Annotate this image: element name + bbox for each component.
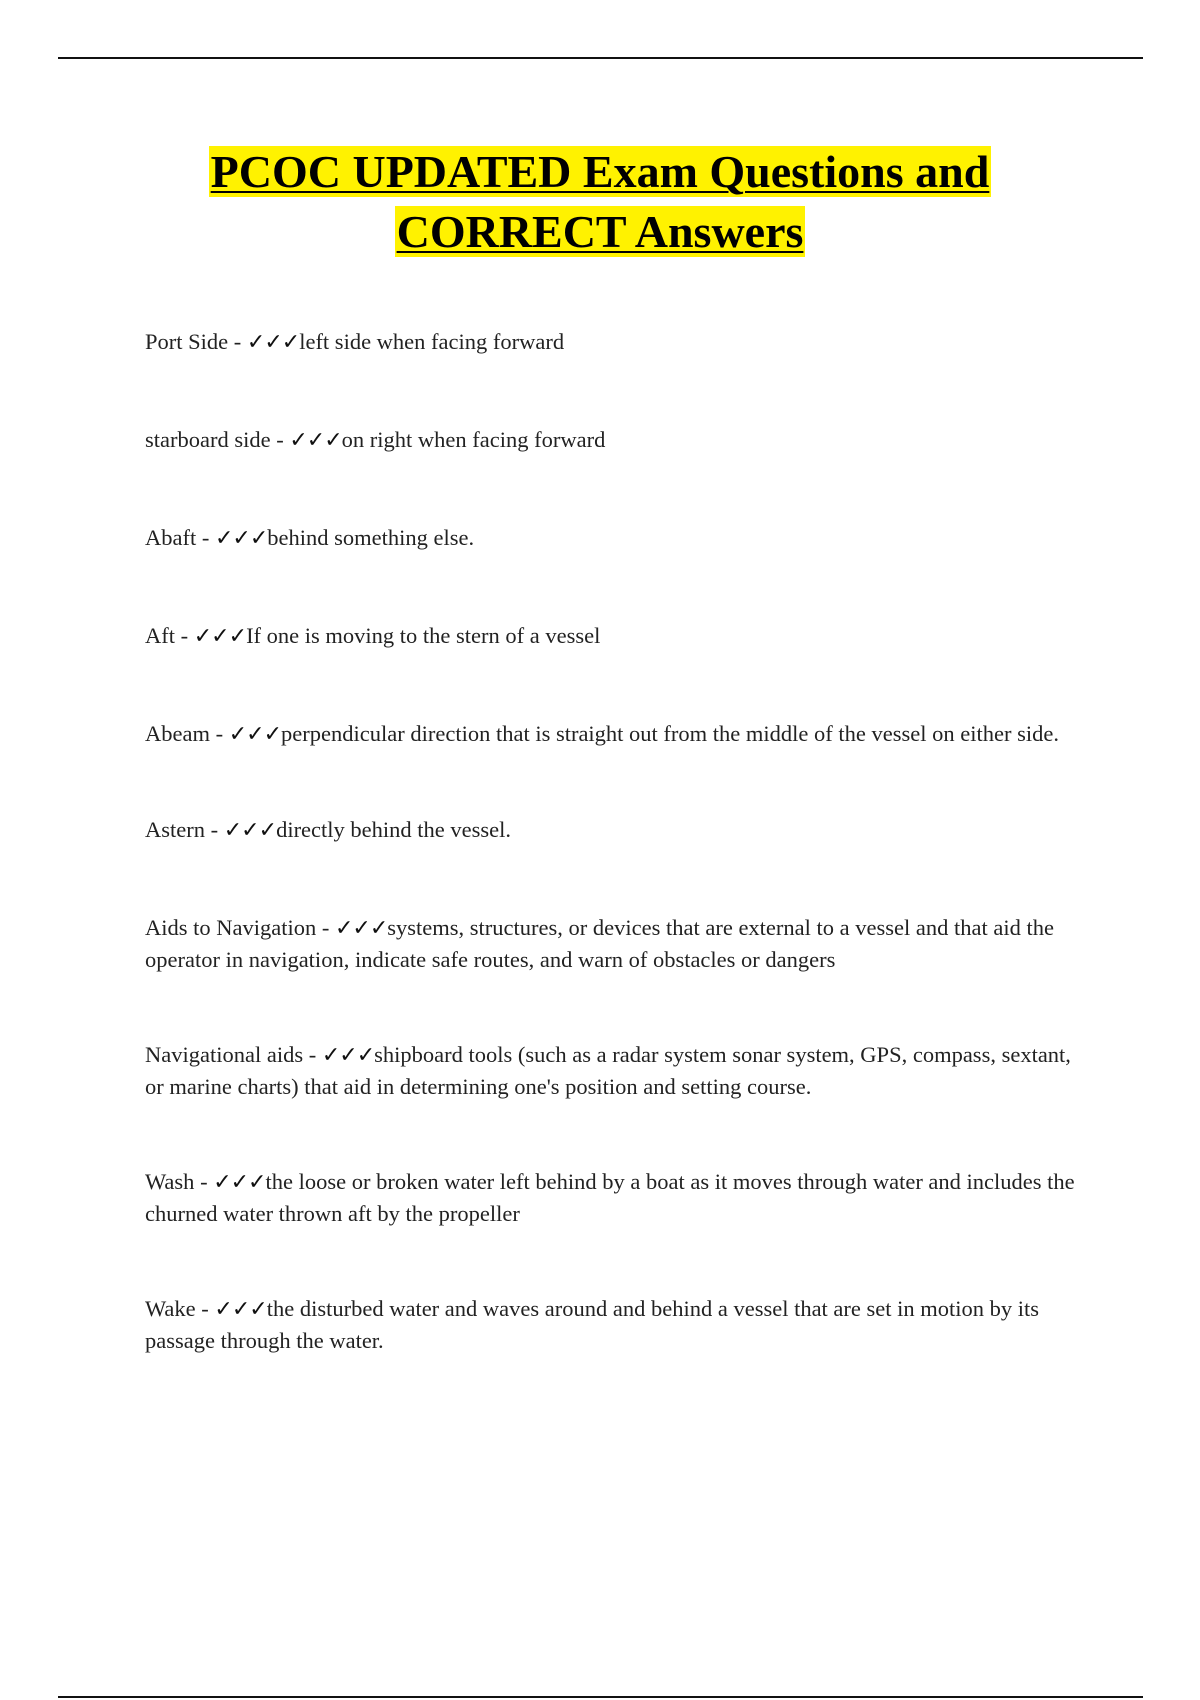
qa-item (145, 718, 1090, 750)
qa-definition: shipboard tools (such as a radar system sonar system, GPS, compass, sextant, or marine charts) that aid in determining one's position and setting course. (145, 1042, 1071, 1099)
qa-item (145, 522, 1090, 554)
qa-item (145, 424, 1090, 456)
qa-list (145, 326, 1090, 1420)
qa-term: Abaft (145, 525, 197, 550)
qa-term: Port Side (145, 329, 229, 354)
bottom-rule (58, 1696, 1143, 1698)
qa-separator: - (209, 721, 229, 746)
checkmarks-icon: ✓✓✓ (246, 330, 300, 355)
title-line-2-text: CORRECT Answers (396, 206, 804, 257)
qa-item (145, 1293, 1090, 1356)
title-line-1 (0, 142, 1200, 202)
qa-definition: the disturbed water and waves around and behind a vessel that are set in motion by its passage through the water. (145, 1296, 1040, 1353)
qa-separator: - (195, 1296, 215, 1321)
qa-term: Navigational aids (145, 1042, 304, 1067)
checkmarks-icon: ✓✓✓ (334, 916, 388, 941)
top-rule (58, 57, 1143, 59)
qa-term: Wake (145, 1296, 196, 1321)
checkmarks-icon: ✓✓✓ (213, 1170, 266, 1195)
qa-term: Abeam (145, 721, 210, 746)
qa-definition: directly behind the vessel. (276, 817, 511, 842)
document-title (0, 142, 1200, 262)
qa-separator: - (196, 525, 215, 550)
qa-item (145, 912, 1090, 975)
checkmarks-icon: ✓✓✓ (214, 526, 268, 551)
qa-definition: behind something else. (267, 525, 475, 550)
qa-item (145, 814, 1090, 846)
qa-separator: - (316, 915, 335, 940)
checkmarks-icon: ✓✓✓ (193, 624, 247, 649)
qa-definition: left side when facing forward (299, 329, 565, 354)
qa-separator: - (303, 1042, 322, 1067)
qa-separator: - (228, 329, 247, 354)
qa-item (145, 1039, 1090, 1102)
qa-term: Aft (145, 623, 175, 648)
title-line-2 (0, 202, 1200, 262)
qa-term: starboard side (145, 427, 271, 452)
qa-item (145, 620, 1090, 652)
checkmarks-icon: ✓✓✓ (214, 1297, 267, 1322)
qa-separator: - (175, 623, 194, 648)
qa-definition: systems, structures, or devices that are external to a vessel and that aid the operator in navigation, indicate safe routes, and warn of obstacles or dangers (145, 915, 1054, 972)
checkmarks-icon: ✓✓✓ (289, 428, 342, 453)
qa-separator: - (270, 427, 290, 452)
qa-item (145, 1166, 1090, 1229)
checkmarks-icon: ✓✓✓ (228, 722, 282, 747)
checkmarks-icon: ✓✓✓ (321, 1043, 375, 1068)
qa-definition: the loose or broken water left behind by a boat as it moves through water and includes the churned water thrown aft by the propeller (145, 1169, 1075, 1226)
qa-term: Astern (145, 817, 205, 842)
qa-item (145, 326, 1090, 358)
qa-definition: on right when facing forward (341, 427, 606, 452)
qa-definition: perpendicular direction that is straight out from the middle of the vessel on either side. (281, 721, 1059, 746)
qa-term: Aids to Navigation (145, 915, 317, 940)
title-line-1-text: PCOC UPDATED Exam Questions and (210, 146, 990, 197)
qa-definition: If one is moving to the stern of a vessel (246, 623, 601, 648)
qa-separator: - (205, 817, 224, 842)
checkmarks-icon: ✓✓✓ (223, 818, 277, 843)
qa-term: Wash (145, 1169, 195, 1194)
qa-separator: - (194, 1169, 214, 1194)
